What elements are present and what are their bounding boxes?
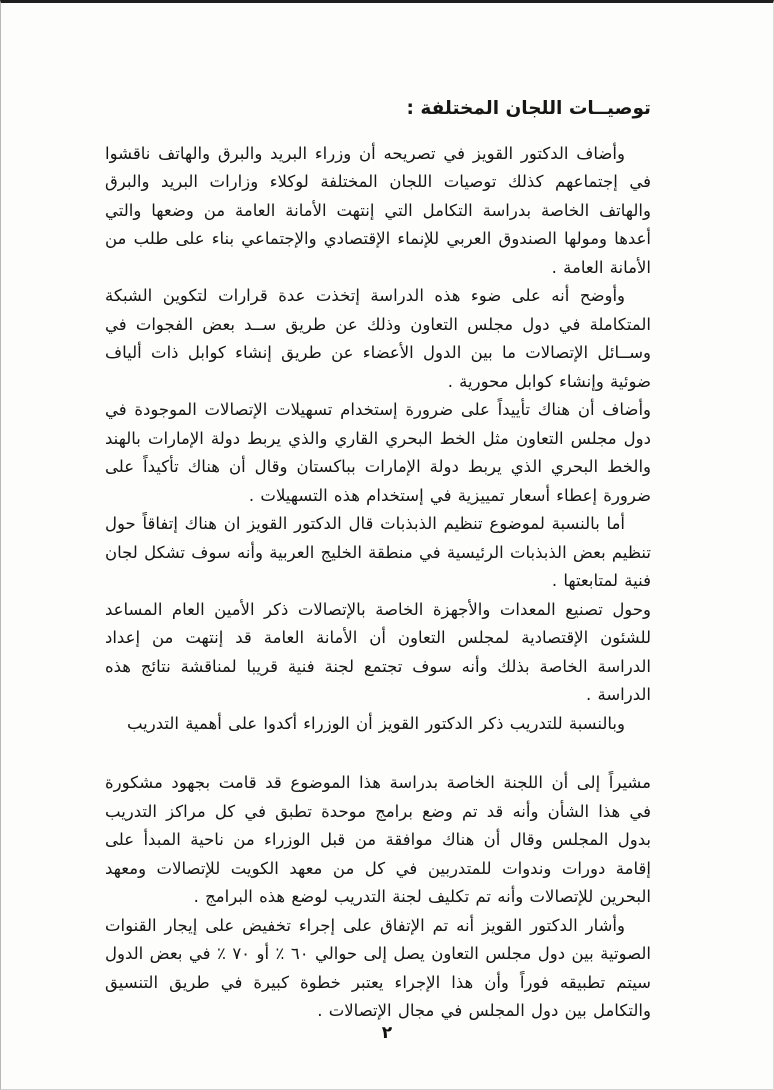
paragraph: وأشار الدكتور القويز أنه تم الإتفاق على إجراء تخفيض على إيجار القنوات الصوتية بين دول مجلس التعاون يصل إلى حوالي ٦٠ ٪ أو ٧٠ ٪ في بعض الدول سيتم تطبيقه فوراً وأن هذا الإجراء يعتبر خطوة كبيرة في طريق التنسيق والتكامل بين دول المجلس في مجال الإتصالات . xyxy=(105,915,651,1020)
section-heading: توصيــات اللجان المختلفة : xyxy=(406,98,651,119)
paragraph: وبالنسبة للتدريب ذكر الدكتور القويز أن الوزراء أكدوا على أهمية التدريب xyxy=(126,713,625,733)
paragraph: وأضاف الدكتور القويز في تصريحه أن وزراء البريد والبرق والهاتف ناقشوا في إجتماعهم كذلك توصيات اللجان المختلفة لوكلاء وزارات البريد والبرق والهاتف الخاصة بدراسة التكامل التي إنتهت الأمانة العامة من وضعها والتي أعدها ومولها الصندوق العربي للإنماء الإقتصادي والإجتماعي بناء على طلب من الأمانة العامة . xyxy=(105,143,651,277)
paragraph: وأضاف أن هناك تأييداً على ضرورة إستخدام تسهيلات الإتصالات الموجودة في دول مجلس التعاون مثل الخط البحري القاري والذي يربط دولة الإمارات بالهند والخط البحري الذي يربط دولة الإمارات بباكستان وقال أن هناك تأكيداً على ضرورة إعطاء أسعار تمييزية في إستخدام هذه التسهيلات . xyxy=(105,400,651,505)
paragraph: أما بالنسبة لموضوع تنظيم الذبذبات قال الدكتور القويز ان هناك إتفاقاً حول تنظيم بعض الذبذبات الرئيسية في منطقة الخليج العربية وأنه سوف تشكل لجان فنية لمتابعتها . xyxy=(105,514,651,590)
paragraph: مشيراً إلى أن اللجنة الخاصة بدراسة هذا الموضوع قد قامت بجهود مشكورة في هذا الشأن وأنه قد تم وضع برامج موحدة تطبق في كل مراكز التدريب بدول المجلس وقال أن هناك موافقة من قبل الوزراء من ناحية المبدأ على إقامة دورات وندوات للمتدربين في كل من معهد الكويت للإتصالات ومعهد البحرين للإتصالات وأنه تم تكليف لجنة التدريب لوضع هذه البرامج . xyxy=(105,773,651,906)
paragraph: وحول تصنيع المعدات والأجهزة الخاصة بالإتصالات ذكر الأمين العام المساعد للشئون الإقتصادية لمجلس التعاون أن الأمانة العامة قد إنتهت من إعداد الدراسة الخاصة بذلك وأنه سوف تجتمع لجنة فنية قريبا لمناقشة نتائج هذه الدراسة . xyxy=(105,599,651,704)
page-number: ٢ xyxy=(381,1023,393,1043)
paragraph: وأوضح أنه على ضوء هذه الدراسة إتخذت عدة قرارات لتكوين الشبكة المتكاملة في دول مجلس التعاون وذلك عن طريق ســد بعض الفجوات في وســائل الإتصالات ما بين الدول الأعضاء عن طريق إنشاء كوابل ذات ألياف ضوئية وإنشاء كوابل محورية . xyxy=(105,286,651,391)
document-body xyxy=(105,95,651,1026)
